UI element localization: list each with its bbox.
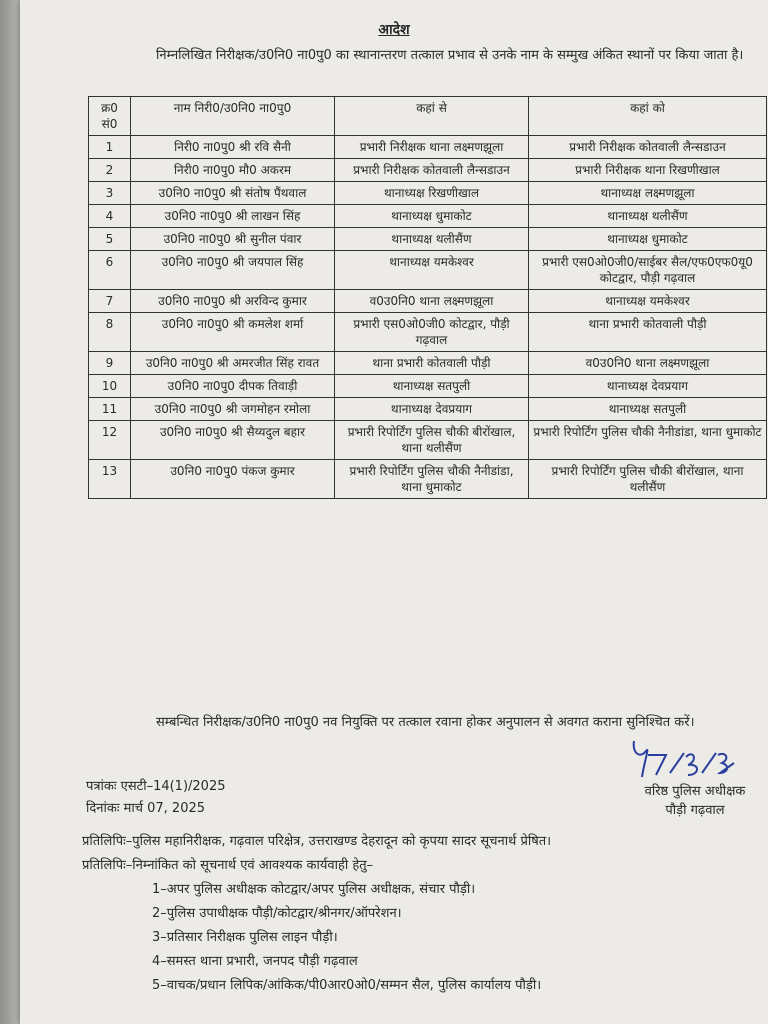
signature-scribble <box>626 733 736 783</box>
signer-block <box>615 782 768 820</box>
cell-serial: 10 <box>89 375 131 398</box>
cell-name: उ0नि0 ना0पु0 श्री जगमोहन रमोला <box>131 398 335 421</box>
cell-to: थानाध्यक्ष थलीसैंण <box>529 205 767 228</box>
cell-serial: 9 <box>89 352 131 375</box>
cell-from: प्रभारी निरीक्षक कोतवाली लैन्सडाउन <box>335 159 529 182</box>
cell-to: थानाध्यक्ष यमकेश्वर <box>529 290 767 313</box>
intro-paragraph: निम्नलिखित निरीक्षक/उ0नि0 ना0पु0 का स्थानान्तरण तत्काल प्रभाव से उनके नाम के सम्मुख अंकित स्थानों पर किया जाता है। <box>156 48 744 63</box>
cell-serial: 6 <box>89 251 131 290</box>
closing-paragraph: सम्बन्धित निरीक्षक/उ0नि0 ना0पु0 नव नियुक्ति पर तत्काल रवाना होकर अनुपालन से अवगत कराना सुनिश्चित करें। <box>156 715 695 730</box>
cell-name: निरी0 ना0पु0 श्री रवि सैनी <box>131 136 335 159</box>
table-row <box>89 205 767 228</box>
table-row <box>89 421 767 460</box>
copy-line-ig: प्रतिलिपिः–पुलिस महानिरीक्षक, गढ़वाल परिक्षेत्र, उत्तराखण्ड देहरादून को कृपया सादर सूचनार्थ प्रेषित। <box>82 834 552 849</box>
table-row <box>89 313 767 352</box>
header-to: कहां को <box>529 97 767 136</box>
cell-name: निरी0 ना0पु0 मौ0 अकरम <box>131 159 335 182</box>
header-name: नाम निरी0/उ0नि0 ना0पु0 <box>131 97 335 136</box>
order-document <box>20 0 768 1024</box>
cell-serial: 1 <box>89 136 131 159</box>
copy-item: 4–समस्त थाना प्रभारी, जनपद पौड़ी गढ़वाल <box>152 954 358 969</box>
cell-to: थाना प्रभारी कोतवाली पौड़ी <box>529 313 767 352</box>
cell-serial: 12 <box>89 421 131 460</box>
cell-serial: 7 <box>89 290 131 313</box>
table-row <box>89 182 767 205</box>
cell-serial: 4 <box>89 205 131 228</box>
cell-from: थानाध्यक्ष रिखणीखाल <box>335 182 529 205</box>
table-header-row <box>89 97 767 136</box>
adjacent-page-edge <box>0 0 22 1024</box>
table-row <box>89 375 767 398</box>
cell-serial: 5 <box>89 228 131 251</box>
cell-from: प्रभारी एस0ओ0जी0 कोटद्वार, पौड़ी गढ़वाल <box>335 313 529 352</box>
cell-from: थाना प्रभारी कोतवाली पौड़ी <box>335 352 529 375</box>
cell-name: उ0नि0 ना0पु0 श्री अरविन्द कुमार <box>131 290 335 313</box>
cell-to: थानाध्यक्ष लक्ष्मणझूला <box>529 182 767 205</box>
table-row <box>89 251 767 290</box>
cell-from: थानाध्यक्ष सतपुली <box>335 375 529 398</box>
table-row <box>89 352 767 375</box>
copy-item: 5–वाचक/प्रधान लिपिक/आंकिक/पी0आर0ओ0/सम्मन सैल, पुलिस कार्यालय पौड़ी। <box>152 978 542 993</box>
header-serial: क्र0 सं0 <box>89 97 131 136</box>
cell-name: उ0नि0 ना0पु0 श्री जयपाल सिंह <box>131 251 335 290</box>
cell-name: उ0नि0 ना0पु0 श्री अमरजीत सिंह रावत <box>131 352 335 375</box>
cell-name: उ0नि0 ना0पु0 दीपक तिवाड़ी <box>131 375 335 398</box>
page-title: आदेश <box>378 22 410 38</box>
cell-to: प्रभारी निरीक्षक कोतवाली लैन्सडाउन <box>529 136 767 159</box>
table-row <box>89 460 767 499</box>
cell-to: प्रभारी एस0ओ0जी0/साईबर सैल/एफ0एफ0यू0 कोटद्वार, पौड़ी गढ़वाल <box>529 251 767 290</box>
table-row <box>89 228 767 251</box>
cell-to: प्रभारी रिपोर्टिंग पुलिस चौकी नैनीडांडा, थाना धुमाकोट <box>529 421 767 460</box>
letter-date: दिनांकः मार्च 07, 2025 <box>86 801 206 816</box>
cell-name: उ0नि0 ना0पु0 श्री सुनील पंवार <box>131 228 335 251</box>
cell-name: उ0नि0 ना0पु0 श्री संतोष पैंथवाल <box>131 182 335 205</box>
table-row <box>89 398 767 421</box>
cell-serial: 2 <box>89 159 131 182</box>
cell-from: थानाध्यक्ष देवप्रयाग <box>335 398 529 421</box>
header-from: कहां से <box>335 97 529 136</box>
signer-designation: वरिष्ठ पुलिस अधीक्षक <box>644 784 746 799</box>
copy-line-list-heading: प्रतिलिपिः–निम्नांकित को सूचनार्थ एवं आवश्यक कार्यवाही हेतु– <box>82 858 374 873</box>
cell-from: थानाध्यक्ष यमकेश्वर <box>335 251 529 290</box>
table-row <box>89 159 767 182</box>
cell-serial: 11 <box>89 398 131 421</box>
letter-number: पत्रांकः एसटी–14(1)/2025 <box>86 779 226 794</box>
cell-from: प्रभारी निरीक्षक थाना लक्ष्मणझूला <box>335 136 529 159</box>
cell-to: प्रभारी रिपोर्टिंग पुलिस चौकी बीरोंखाल, थाना थलीसैंण <box>529 460 767 499</box>
cell-from: प्रभारी रिपोर्टिंग पुलिस चौकी नैनीडांडा, थाना धुमाकोट <box>335 460 529 499</box>
cell-to: थानाध्यक्ष सतपुली <box>529 398 767 421</box>
cell-from: प्रभारी रिपोर्टिंग पुलिस चौकी बीरोंखाल, थाना थलीसैंण <box>335 421 529 460</box>
copy-item: 1–अपर पुलिस अधीक्षक कोटद्वार/अपर पुलिस अधीक्षक, संचार पौड़ी। <box>152 882 476 897</box>
cell-from: थानाध्यक्ष थलीसैंण <box>335 228 529 251</box>
cell-name: उ0नि0 ना0पु0 पंकज कुमार <box>131 460 335 499</box>
cell-from: थानाध्यक्ष धुमाकोट <box>335 205 529 228</box>
cell-serial: 3 <box>89 182 131 205</box>
cell-name: उ0नि0 ना0पु0 श्री लाखन सिंह <box>131 205 335 228</box>
cell-to: थानाध्यक्ष धुमाकोट <box>529 228 767 251</box>
cell-to: व0उ0नि0 थाना लक्ष्मणझूला <box>529 352 767 375</box>
cell-serial: 13 <box>89 460 131 499</box>
copy-item: 3–प्रतिसार निरीक्षक पुलिस लाइन पौड़ी। <box>152 930 338 945</box>
copies-section <box>82 830 768 998</box>
copy-item: 2–पुलिस उपाधीक्षक पौड़ी/कोटद्वार/श्रीनगर/ऑपरेशन। <box>152 906 402 921</box>
cell-name: उ0नि0 ना0पु0 श्री सैय्यदुल बहार <box>131 421 335 460</box>
cell-from: व0उ0नि0 थाना लक्ष्मणझूला <box>335 290 529 313</box>
cell-to: प्रभारी निरीक्षक थाना रिखणीखाल <box>529 159 767 182</box>
table-row <box>89 136 767 159</box>
cell-to: थानाध्यक्ष देवप्रयाग <box>529 375 767 398</box>
transfer-table <box>88 96 767 499</box>
cell-name: उ0नि0 ना0पु0 श्री कमलेश शर्मा <box>131 313 335 352</box>
signer-place: पौड़ी गढ़वाल <box>665 803 725 818</box>
cell-serial: 8 <box>89 313 131 352</box>
table-row <box>89 290 767 313</box>
